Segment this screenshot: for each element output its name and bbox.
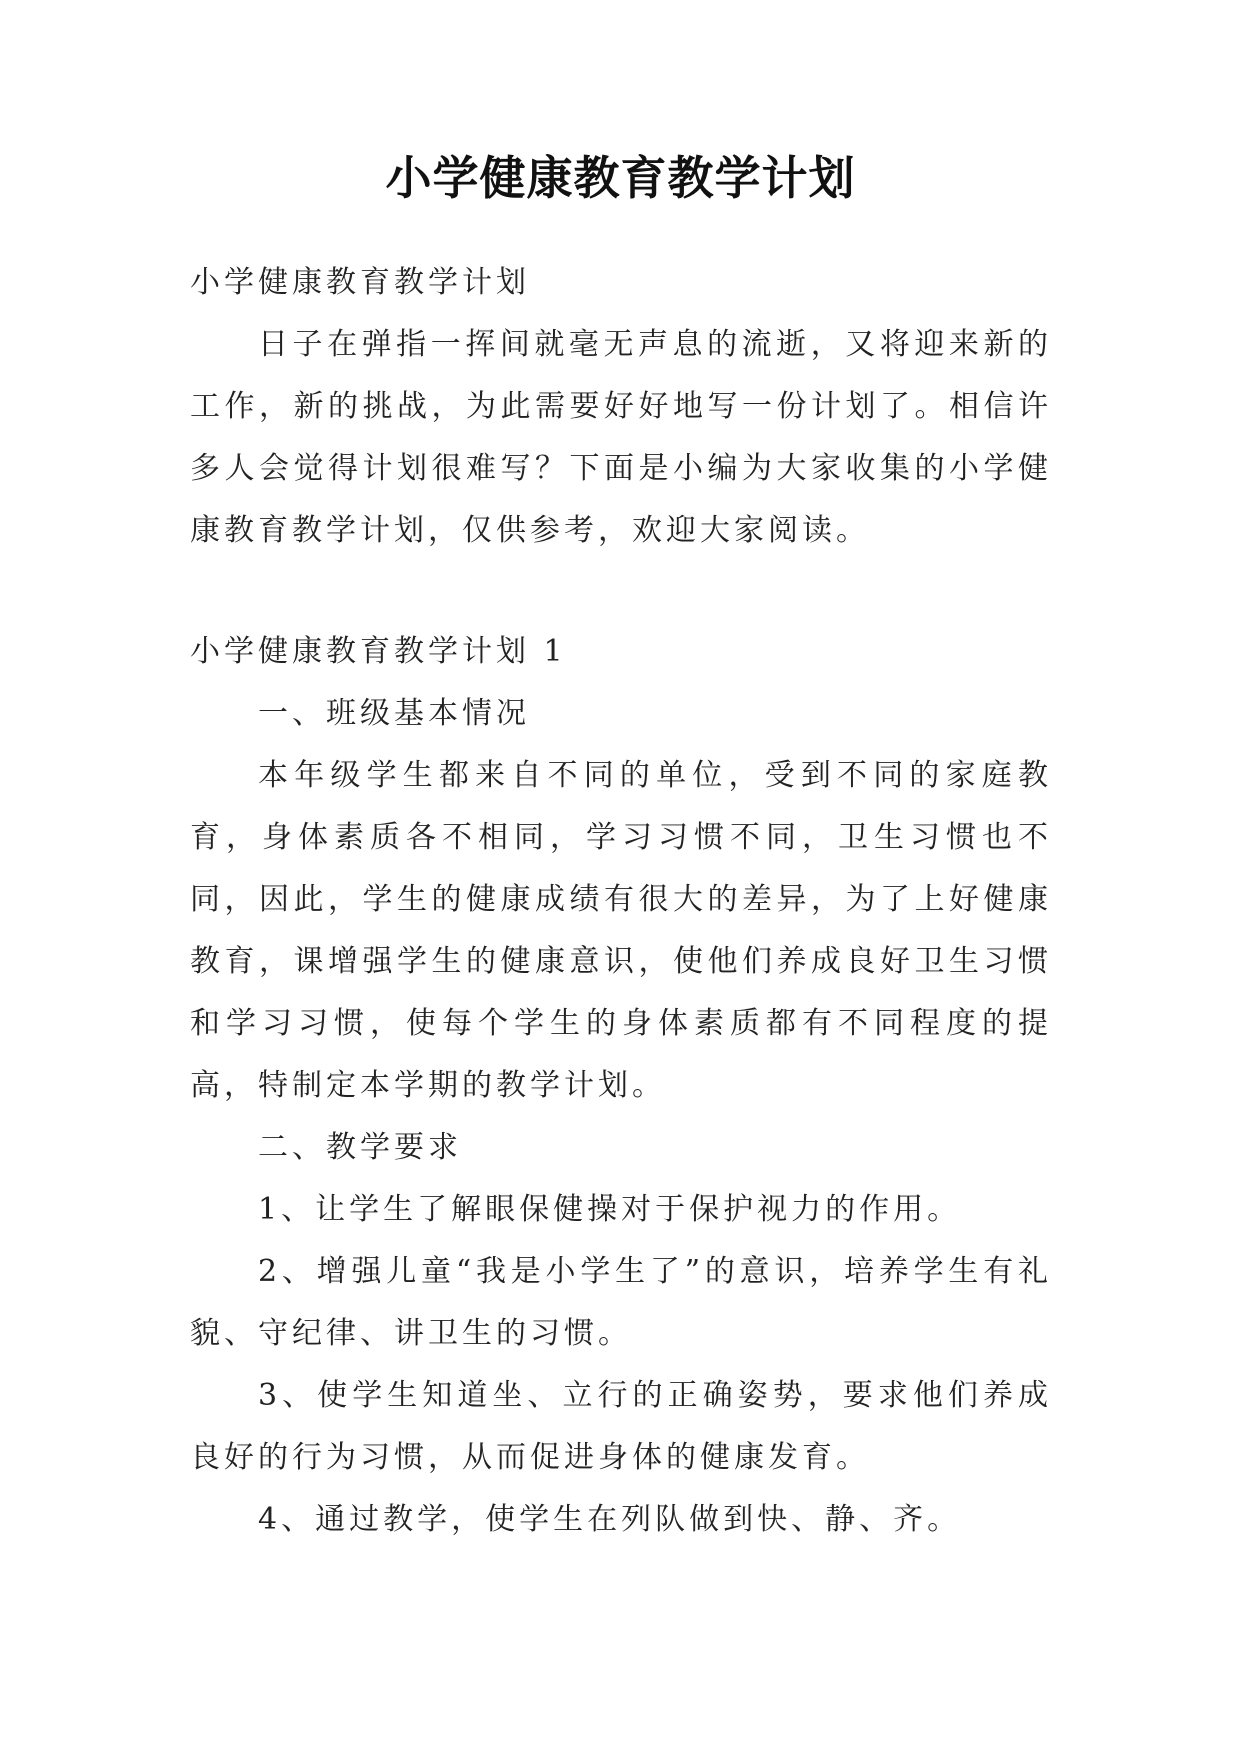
document-title: 小学健康教育教学计划: [385, 151, 856, 205]
section-1-heading: 小学健康教育教学计划 1: [190, 634, 567, 669]
part-2-heading: 二、教学要求: [258, 1130, 462, 1165]
intro-subtitle: 小学健康教育教学计划: [190, 265, 530, 300]
part-1-paragraph: 本年级学生都来自不同的单位，受到不同的家庭教育，身体素质各不相同，学习习惯不同，卫生习惯也不同，因此，学生的健康成绩有很大的差异，为了上好健康教育，课增强学生的健康意识，使他们养成良好卫生习惯和学习习惯，使每个学生的身体素质都有不同程度的提高，特制定本学期的教学计划。: [190, 758, 1052, 1103]
part-1-heading: 一、班级基本情况: [258, 696, 530, 731]
requirement-item: 2、增强儿童“我是小学生了”的意识，培养学生有礼貌、守纪律、讲卫生的习惯。: [190, 1254, 1052, 1351]
requirement-item: 3、使学生知道坐、立行的正确姿势，要求他们养成良好的行为习惯，从而促进身体的健康发育。: [190, 1378, 1052, 1475]
intro-paragraph: 日子在弹指一挥间就毫无声息的流逝，又将迎来新的工作，新的挑战，为此需要好好地写一份计划了。相信许多人会觉得计划很难写？下面是小编为大家收集的小学健康教育教学计划，仅供参考，欢迎大家阅读。: [190, 327, 1052, 548]
intro-block: [190, 252, 1052, 562]
requirement-item: 4、通过教学，使学生在列队做到快、静、齐。: [258, 1502, 962, 1537]
requirement-item: 1、让学生了解眼保健操对于保护视力的作用。: [258, 1192, 962, 1227]
section-1: [190, 621, 1052, 1551]
